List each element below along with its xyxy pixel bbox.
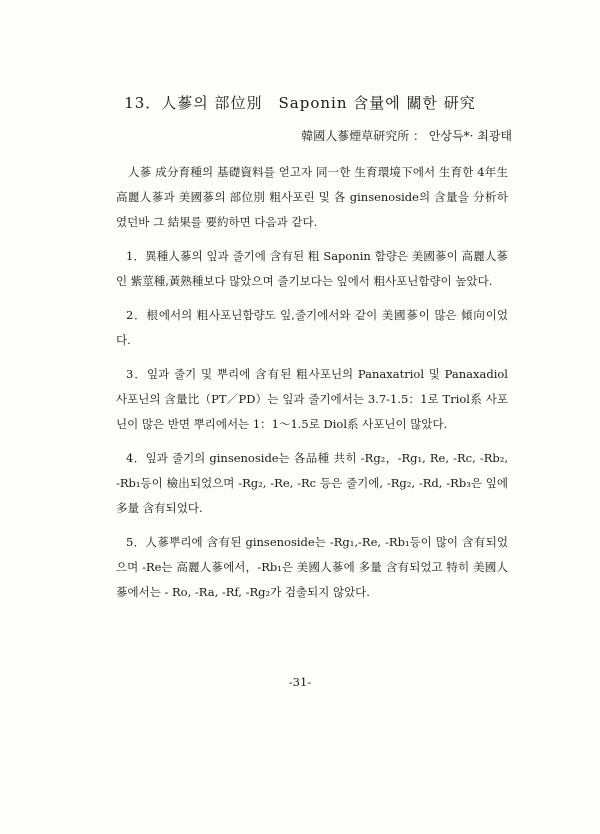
page-number: -31- [288,675,312,689]
result-item-5: 5．人蔘뿌리에 含有된 ginsenoside는 -Rg₁,-Re, -Rb₁등이 많이 含有되었으며 -Re는 高麗人蔘에서，-Rb₁은 美國人蔘에 多量 含有되었고 特히 美國人蔘에서는 - Ro, -Ra, -Rf, -Rg₂가 검출되지 않았다. [116,535,508,599]
paper-title: 13．人蔘의 部位別 Saponin 含量에 關한 研究 [124,94,476,112]
result-item-1: 1．異種人蔘의 잎과 줄기에 含有된 粗 Saponin 함량은 美國蔘이 高麗人蔘인 紫莖種,黃熟種보다 많았으며 줄기보다는 잎에서 粗사포닌함량이 높았다. [116,249,508,288]
abstract-body [116,160,508,614]
result-item-3: 3．잎과 줄기 및 뿌리에 含有된 粗사포닌의 Panaxatriol 및 Panaxadiol 사포닌의 含量比（PT／PD）는 잎과 줄기에서는 3.7-1.5：1로 Triol系 사포닌이 많은 반면 뿌리에서는 1：1～1.5로 Diol系 사포닌이 많았다. [116,367,508,431]
author-affiliation: 韓國人蔘煙草研究所 ： 안상득*· 최광태 [301,129,512,143]
result-item-2: 2．根에서의 粗사포닌함량도 잎,줄기에서와 같이 美國蔘이 많은 傾向이었다. [116,308,508,347]
result-item-4: 4．잎과 줄기의 ginsenoside는 各品種 共히 -Rg₂，-Rg₁, Re, -Rc, -Rb₂, -Rb₁등이 檢出되었으며 -Rg₂, -Re, -Rc 등은 줄기에, -Rg₂, -Rd, -Rb₃은 잎에 多量 含有되었다. [116,451,508,515]
intro-paragraph: 人蔘 成分育種의 基礎資料를 얻고자 同一한 生育環境下에서 生育한 4年生 高麗人蔘과 美國蔘의 部位別 粗사포린 및 各 ginsenoside의 含量을 分析하였던바 그 結果를 要約하면 다음과 같다. [116,165,508,229]
